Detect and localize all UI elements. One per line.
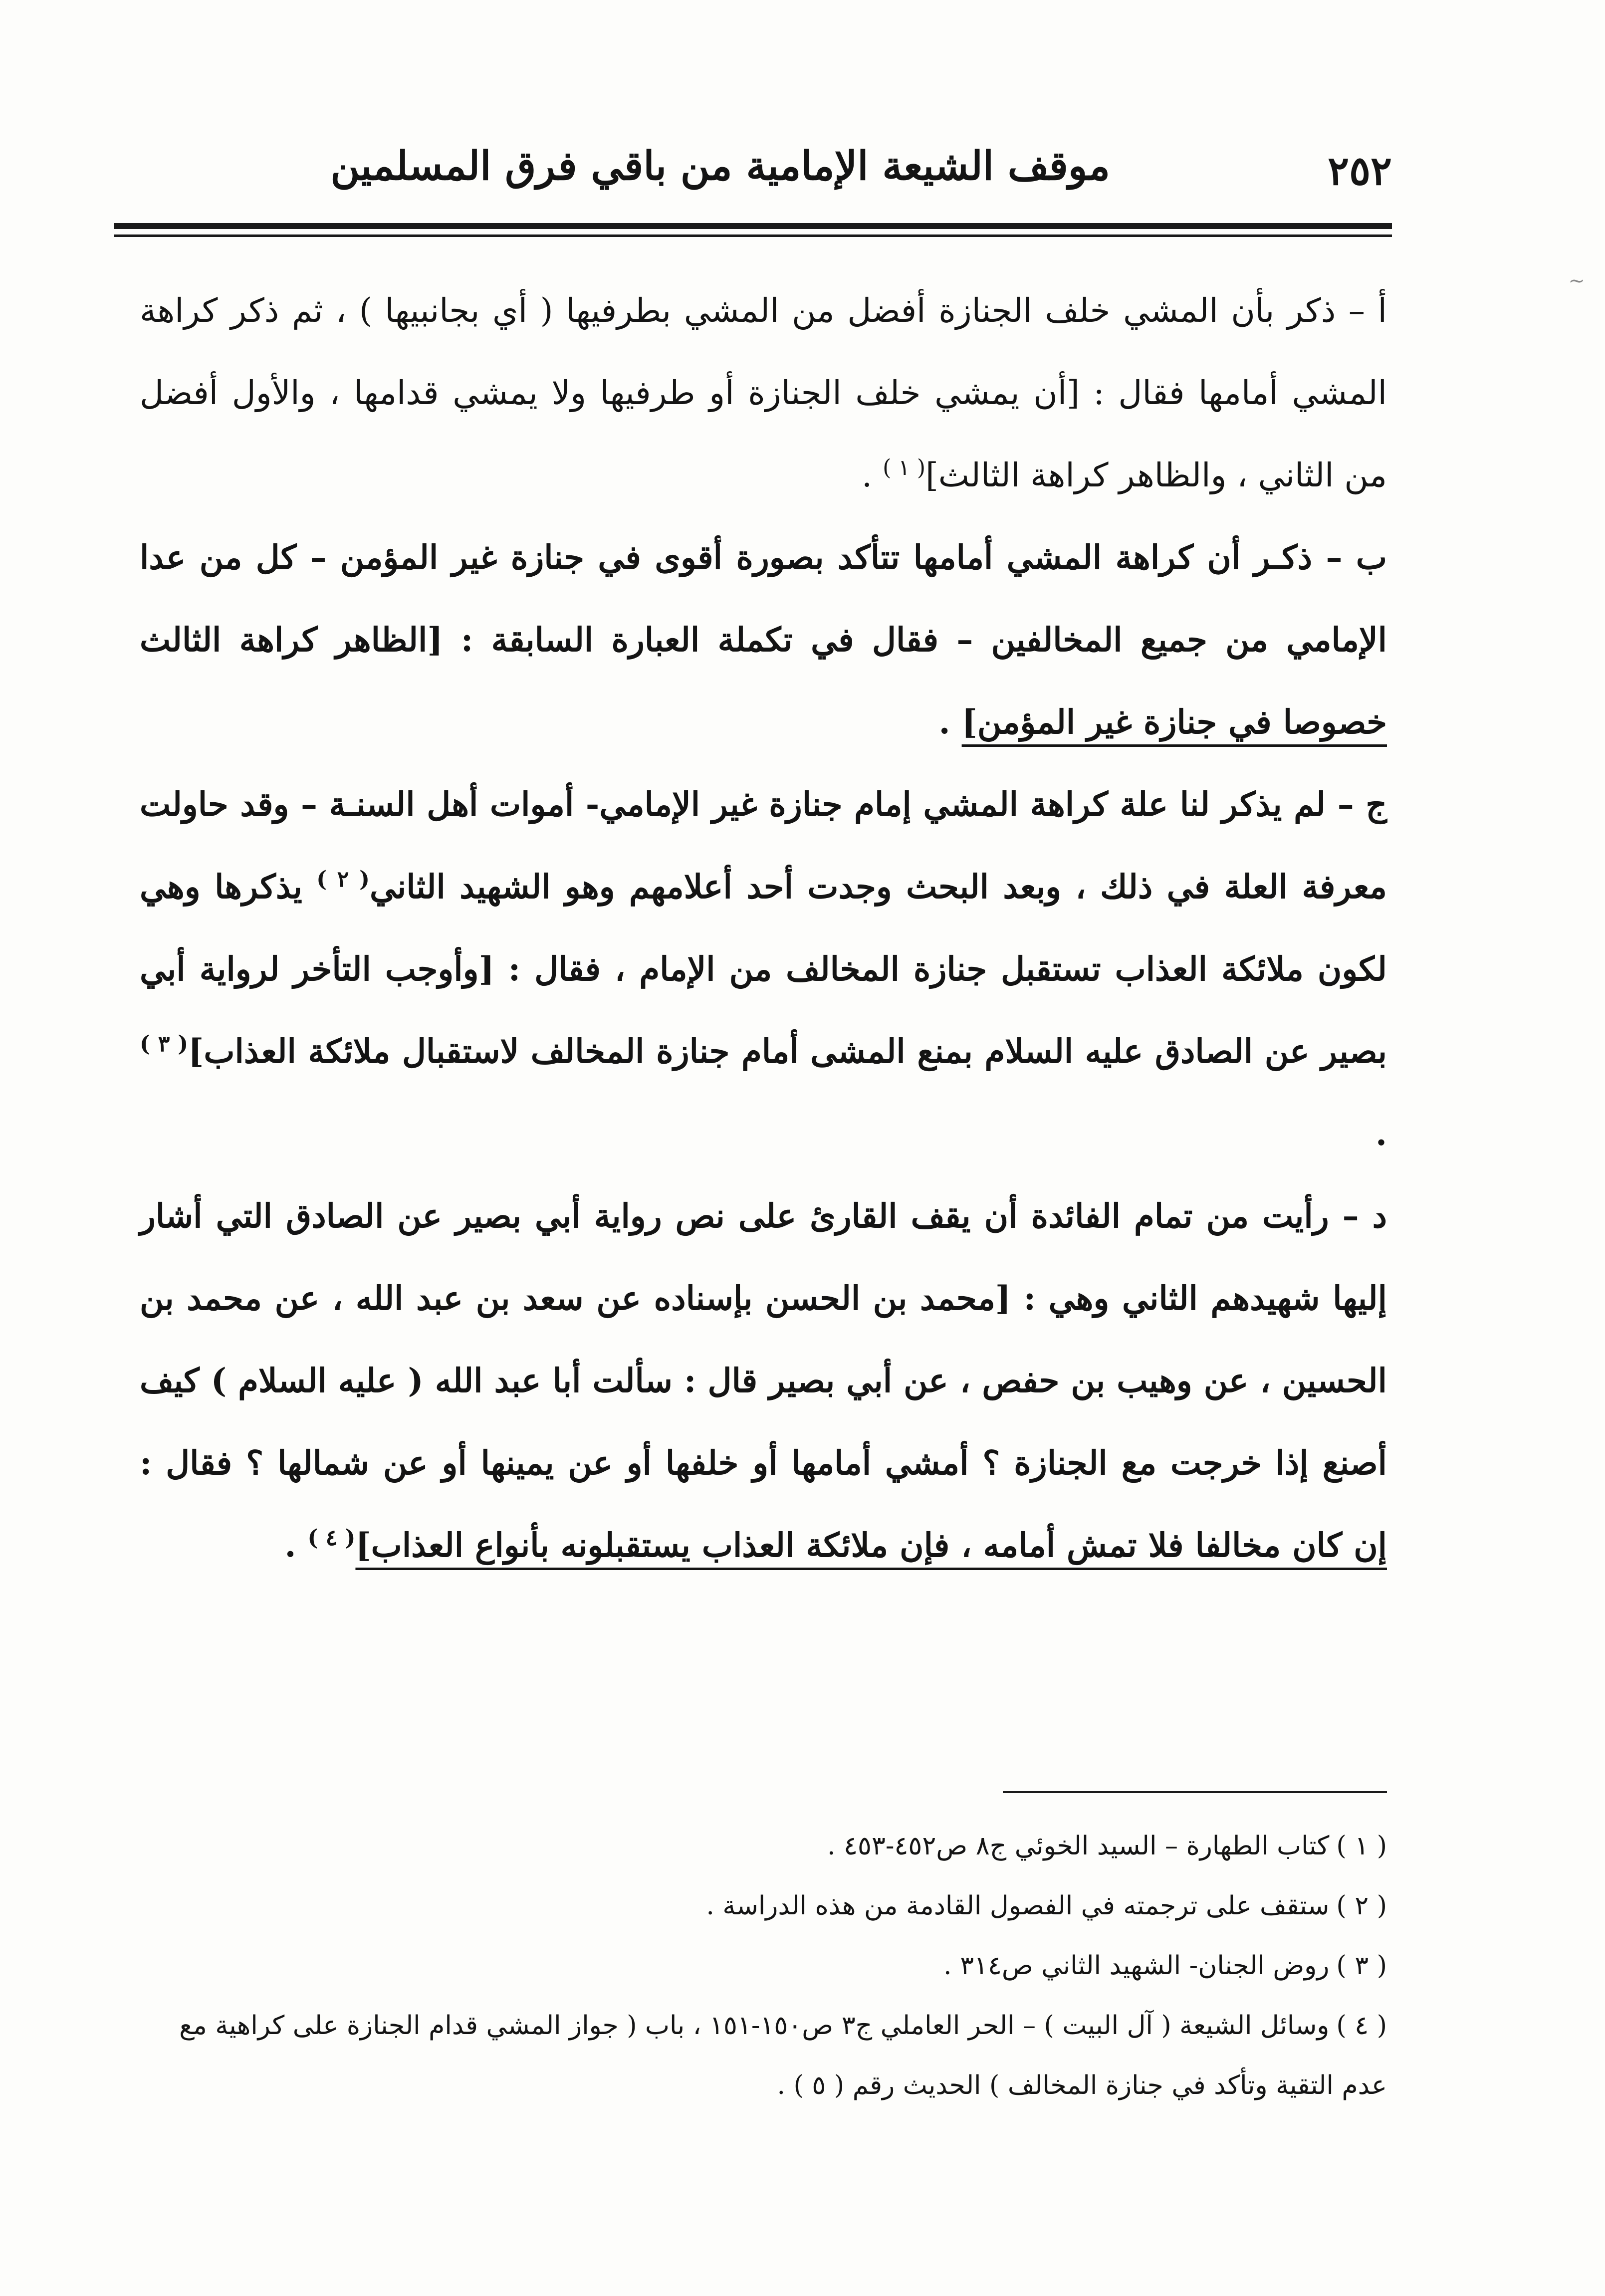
page-number: ٢٥٢ (1328, 147, 1392, 194)
body-text (140, 269, 1387, 1587)
footnote-number: ( ٤ ) (1336, 2011, 1387, 2041)
paragraph-ba-underlined: خصوصا في جنازة غير المؤمن] (961, 702, 1387, 741)
footnote-text: ستقف على ترجمته في الفصول القادمة من هذه الدراسة . (706, 1891, 1330, 1921)
paragraph-jim (140, 763, 1387, 1175)
footnotes (140, 1816, 1387, 2115)
footnote-number: ( ٣ ) (1336, 1951, 1387, 1981)
header-rule-thin (114, 234, 1392, 237)
paragraph-jim-end: . (1376, 1114, 1387, 1153)
footnote-ref-3: ( ٣ ) (140, 1031, 189, 1057)
paragraph-dal-underlined: إن كان مخالفا فلا تمش أمامه ، فإن ملائكة العذاب يستقبلونه بأنواع العذاب] (355, 1526, 1387, 1565)
paragraph-alif (140, 269, 1387, 516)
running-title: موقف الشيعة الإمامية من باقي فرق المسلمين (330, 142, 1110, 189)
paragraph-jim-text-2: يذكرها وهي لكون ملائكة العذاب تستقبل جنازة المخالف من الإمام ، فقال : [وأوجب التأخر لرواية أبي بصير عن الصادق عليه السلام بمنع المشى أمام جنازة المخالف لاستقبال ملائكة العذاب] (140, 867, 1387, 1071)
footnote-separator (1003, 1791, 1387, 1793)
margin-mark: ~ (1568, 269, 1585, 292)
footnote-1 (140, 1816, 1387, 1876)
footnote-text: روض الجنان- الشهيد الثاني ص٣١٤ . (943, 1951, 1330, 1981)
footnote-ref-2: ( ٢ ) (316, 867, 370, 892)
paragraph-dal-text: د – رأيت من تمام الفائدة أن يقف القارئ على نص رواية أبي بصير عن الصادق التي أشار إليها شهيدهم الثاني وهي : [محمد بن الحسن بإسناده عن سعد بن عبد الله ، عن محمد بن الحسين ، عن وهيب بن حفص ، عن أبي بصير قال : سألت أبا عبد الله ( عليه السلام ) كيف أصنع إذا خرجت مع الجنازة ؟ أمشي أمامها أو خلفها أو عن يمينها أو عن شمالها ؟ فقال : (140, 1196, 1387, 1482)
footnote-4 (140, 1996, 1387, 2115)
footnote-2 (140, 1876, 1387, 1936)
footnote-text: كتاب الطهارة – السيد الخوئي ج٨ ص٤٥٢-٤٥٣ . (827, 1831, 1330, 1861)
paragraph-ba-end: . (938, 702, 962, 741)
paragraph-alif-text: أ – ذكر بأن المشي خلف الجنازة أفضل من المشي بطرفيها ( أي بجانبيها ) ، ثم ذكر كراهة المشي أمامها فقال : [أن يمشي خلف الجنازة أو طرفيها ولا يمشي قدامها ، والأول أفضل من الثاني ، والظاهر كراهة الثالث] (140, 291, 1387, 494)
footnote-number: ( ١ ) (1336, 1831, 1387, 1861)
page-header (112, 127, 1392, 207)
footnote-number: ( ٢ ) (1336, 1891, 1387, 1921)
paragraph-jim-text-1: ج – لم يذكر لنا علة كراهة المشي إمام جنازة غير الإمامي- أموات أهل السنـة – وقد حاولت معرفة العلة في ذلك ، وبعد البحث وجدت أحد أعلامهم وهو الشهيد الثاني (140, 785, 1387, 906)
footnote-ref-4: ( ٤ ) (307, 1525, 356, 1551)
paragraph-dal (140, 1175, 1387, 1587)
header-rule-thick (114, 223, 1392, 229)
paragraph-dal-end: . (284, 1526, 308, 1565)
footnote-text: وسائل الشيعة ( آل البيت ) – الحر العاملي ج٣ ص١٥٠-١٥١ ، باب ( جواز المشي قدام الجنازة على كراهية مع عدم التقية وتأكد في جنازة المخالف ) الحديث رقم ( ٥ ) . (179, 2011, 1387, 2100)
footnote-ref-1: ( ١ ) (883, 455, 926, 480)
footnote-3 (140, 1936, 1387, 1996)
paragraph-alif-end: . (862, 456, 883, 494)
paragraph-ba (140, 516, 1387, 763)
paragraph-ba-text: ب – ذكـر أن كراهة المشي أمامها تتأكد بصورة أقوى في جنازة غير المؤمن – كل من عدا الإمامي من جميع المخالفين – فقال في تكملة العبارة السابقة : [الظاهر كراهة الثالث (140, 538, 1387, 659)
